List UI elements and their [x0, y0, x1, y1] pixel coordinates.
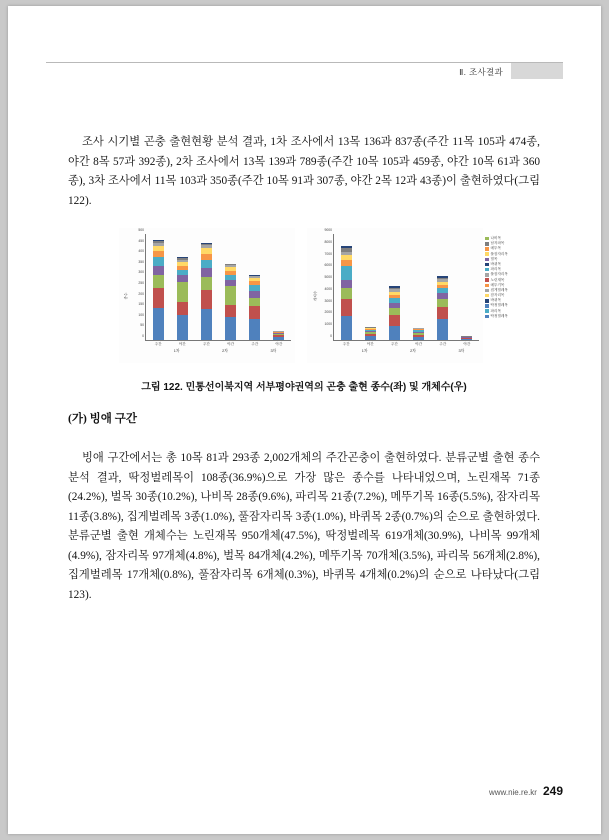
bar-stack — [177, 257, 188, 346]
y-axis-tick: 1000 — [324, 322, 332, 327]
bar-segment — [177, 282, 188, 302]
y-axis-tick: 7000 — [324, 251, 332, 256]
x-axis-tick: 주간 — [439, 342, 447, 346]
x-axis-tick: 야간 — [275, 342, 283, 346]
bar-stack — [437, 276, 465, 353]
y-axis-tick: 500 — [138, 228, 144, 232]
y-axis-tick: 450 — [138, 238, 144, 243]
legend-color-swatch — [485, 278, 489, 282]
y-axis-tick: 4000 — [324, 286, 332, 291]
bar-stack — [249, 275, 277, 353]
bar-segment — [389, 315, 400, 326]
y-axis-tick: 9000 — [324, 228, 332, 232]
document-page — [8, 6, 601, 834]
bar-segment — [201, 290, 212, 310]
bar-segment — [249, 298, 260, 306]
legend-color-swatch — [485, 252, 489, 256]
bar-segment — [153, 308, 164, 340]
x-axis-group-label: 1차 — [173, 349, 180, 353]
legend-color-swatch — [485, 284, 489, 288]
figure-caption: 그림 122. 민통선이북지역 서부평야권역의 곤충 출현 종수(좌) 및 개체수(우) — [141, 382, 467, 393]
bar-stack — [389, 286, 416, 353]
legend-label: 집게벌레목 — [490, 287, 508, 292]
bar-segment — [437, 299, 448, 307]
y-axis-tick: 300 — [138, 270, 144, 275]
bar-segment — [201, 260, 212, 268]
subheading: (가) 빙애 구간 — [68, 413, 137, 425]
bar-stack — [341, 246, 368, 353]
legend-label: 메뚜기목 — [490, 282, 505, 287]
bar-segment — [225, 305, 236, 317]
bar-segment — [177, 315, 188, 340]
legend-color-swatch — [485, 263, 489, 267]
bar-segment — [341, 316, 352, 340]
bar-stack — [461, 336, 472, 346]
bar-segment — [437, 307, 448, 319]
x-axis-tick: 야간 — [463, 342, 471, 346]
y-axis-tick: 2000 — [324, 310, 332, 315]
bar-segment — [249, 319, 260, 340]
x-axis-group-label: 1차 — [361, 349, 368, 353]
footer-url: www.nie.re.kr — [488, 788, 537, 797]
x-axis-group-label: 3차 — [458, 349, 465, 353]
bar-segment — [341, 288, 352, 299]
bar-segment — [389, 308, 400, 315]
y-axis-tick: 100 — [138, 312, 144, 317]
bar-segment — [225, 317, 236, 340]
x-axis-tick: 야간 — [366, 342, 374, 346]
bar-segment — [201, 268, 212, 277]
legend-color-swatch — [485, 242, 489, 246]
legend-label: 딱정벌레목 — [490, 303, 508, 308]
bar-segment — [153, 266, 164, 276]
x-axis-tick: 주간 — [154, 342, 162, 346]
bar-segment — [249, 306, 260, 319]
bar-stack — [413, 328, 424, 346]
legend-color-swatch — [485, 315, 489, 319]
legend-label: 풀잠자리목 — [490, 251, 508, 256]
y-axis-tick: 0 — [330, 334, 332, 338]
y-axis-tick: 6000 — [324, 263, 332, 268]
bar-stack — [273, 331, 284, 346]
legend-color-swatch — [485, 294, 489, 298]
legend-label: 벌목 — [490, 256, 498, 261]
bar-segment — [413, 337, 424, 340]
individuals-chart-ylabel: 개체수 — [313, 290, 318, 301]
legend-label: 바퀴목 — [490, 298, 501, 303]
legend-color-swatch — [485, 289, 489, 293]
bar-segment — [177, 302, 188, 315]
legend-label: 파리목 — [490, 308, 501, 313]
chart-legend — [485, 236, 547, 319]
x-axis-tick: 주간 — [342, 342, 350, 346]
y-axis-tick: 400 — [138, 249, 144, 254]
x-axis-tick: 주간 — [251, 342, 259, 346]
legend-color-swatch — [485, 273, 489, 277]
x-axis-tick: 주간 — [390, 342, 398, 346]
legend-color-swatch — [485, 304, 489, 308]
species-chart-ylabel: 종수 — [123, 292, 128, 299]
bar-stack — [225, 264, 236, 346]
x-axis-tick: 야간 — [415, 342, 423, 346]
bar-stack — [153, 240, 180, 353]
species-chart — [119, 228, 295, 363]
bar-segment — [201, 277, 212, 289]
bar-segment — [153, 257, 164, 265]
y-axis-tick: 5000 — [324, 275, 332, 280]
x-axis-tick: 야간 — [227, 342, 235, 346]
legend-label: 잠자리목 — [490, 293, 505, 298]
legend-item — [485, 314, 547, 319]
legend-color-swatch — [485, 299, 489, 303]
y-axis-tick: 200 — [138, 291, 144, 296]
legend-label: 노린재목 — [490, 277, 505, 282]
legend-color-swatch — [485, 247, 489, 251]
legend-label: 딱정벌레목 — [490, 313, 508, 318]
figure-122 — [113, 228, 508, 368]
legend-label: 메뚜목 — [490, 246, 501, 251]
individuals-chart — [307, 228, 483, 363]
legend-label: 나비목 — [490, 236, 501, 240]
header-tab-block — [511, 63, 563, 79]
bar-stack — [365, 327, 376, 346]
bar-segment — [225, 286, 236, 305]
page-header — [46, 62, 563, 84]
header-section-label: Ⅱ. 조사결과 — [459, 67, 503, 77]
legend-label: 풀잠자리목 — [490, 272, 508, 277]
y-axis-tick: 350 — [138, 259, 144, 264]
bar-segment — [365, 336, 376, 340]
individuals-chart-plot — [324, 228, 479, 353]
x-axis-group-label: 2차 — [222, 349, 228, 353]
legend-label: 파리목 — [490, 267, 501, 272]
bar-segment — [153, 288, 164, 308]
legend-color-swatch — [485, 268, 489, 272]
legend-color-swatch — [485, 258, 489, 262]
y-axis-tick: 250 — [138, 281, 144, 285]
bar-segment — [437, 319, 448, 340]
header-divider — [46, 62, 563, 63]
legend-color-swatch — [485, 237, 489, 241]
page-footer — [489, 784, 563, 798]
bar-segment — [341, 299, 352, 317]
bar-segment — [389, 326, 400, 340]
paragraph-bingae-section — [68, 449, 540, 605]
legend-color-swatch — [485, 309, 489, 313]
y-axis-tick: 150 — [138, 302, 144, 307]
bar-segment — [201, 309, 212, 340]
y-axis-tick: 0 — [142, 334, 144, 338]
y-axis-tick: 50 — [140, 323, 144, 328]
paragraph-survey-results — [68, 133, 540, 211]
legend-label: 바퀴목 — [490, 261, 501, 266]
x-axis-tick: 주간 — [202, 342, 210, 346]
bar-stack — [201, 243, 228, 353]
paragraph-2-text: 빙애 구간에서는 총 10목 81과 293종 2,002개체의 주간곤충이 출현하였다. 분류군별 출현 종수 분석 결과, 딱정벌레목이 108종(36.9%)으로 가장 많은 종수를 나타내었으며, 노린재목 71종(24.2%), 벌목 30종(10.2%), 나비목 28종(9.6%), 파리목 21종(7.2%), 메뚜기목 16종(5.5%), 잠자리목 11종(3.8%), 집게벌레목 3종(1.0%), 풀잠자리목 3종(1.0%), 바퀴목 2종(0.7%)의 순으로 출현하였다. 분류군별 출현 개체수는 노린재목 950개체(47.5%), 딱정벌레목 619개체(30.9%), 나비목 99개체(4.9%), 잠자리목 97개체(4.8%), 벌목 84개체(4.2%), 메뚜기목 70개체(3.5%), 파리목 56개체(2.8%), 집게벌레목 17개체(0.8%), 풀잠자리목 6개체(0.3%), 바퀴목 4개체(0.2%)의 순으로 나타났다(그림 123). — [68, 452, 540, 601]
x-axis-tick: 야간 — [178, 342, 186, 346]
bar-segment — [461, 339, 472, 340]
footer-page-number: 249 — [542, 784, 563, 798]
paragraph-1-text: 조사 시기별 곤충 출현현황 분석 결과, 1차 조사에서 13목 136과 837종(주간 11목 105과 474종, 야간 8목 57과 392종), 2차 조사에서 13목 139과 789종(주간 10목 105과 459종, 야간 10목 61과 360종), 3차 조사에서 11목 103과 350종(주간 10목 91과 307종, 야간 2목 12과 43종)이 출현하였다(그림 122). — [68, 136, 540, 207]
y-axis-tick: 3000 — [324, 298, 332, 303]
bar-segment — [273, 337, 284, 340]
x-axis-group-label: 2차 — [410, 349, 416, 353]
species-chart-plot — [138, 228, 291, 353]
x-axis-group-label: 3차 — [270, 349, 277, 353]
bar-segment — [341, 280, 352, 288]
legend-label: 남자파목 — [490, 241, 505, 246]
bar-segment — [341, 266, 352, 280]
bar-segment — [153, 275, 164, 288]
y-axis-tick: 8000 — [324, 239, 332, 244]
